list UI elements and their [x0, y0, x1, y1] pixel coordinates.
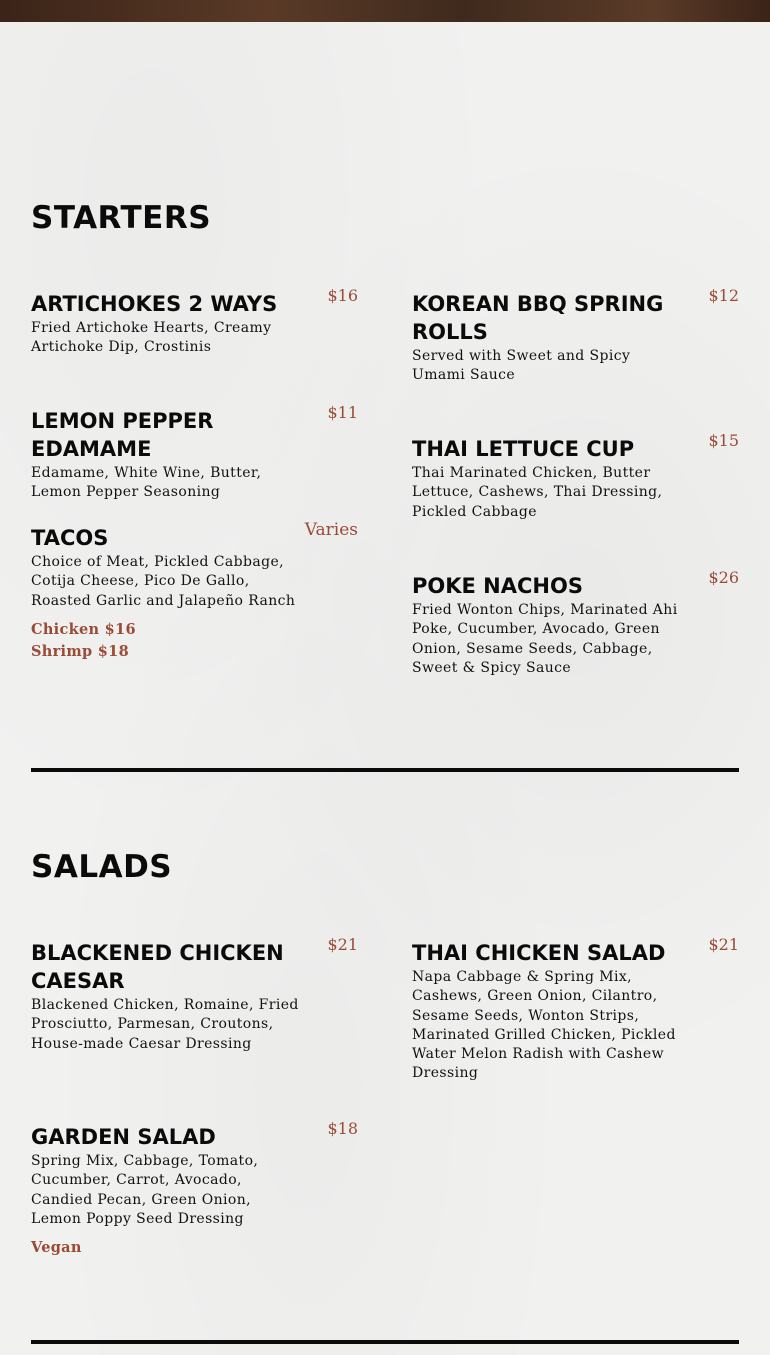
menu-item-korean-bbq-spring-rolls [412, 286, 739, 386]
price-option: Shrimp $18 [31, 642, 129, 660]
menu-item-poke-nachos [412, 568, 739, 678]
menu-item-lemon-pepper-edamame [31, 403, 358, 503]
item-description: Edamame, White Wine, Butter, Lemon Pepper Seasoning [31, 465, 262, 501]
item-price: $21 [327, 935, 358, 954]
item-description: Thai Marinated Chicken, Butter Lettuce, Cashews, Thai Dressing, Pickled Cabbage [412, 465, 663, 520]
item-name: ARTICHOKES 2 WAYS [31, 292, 278, 316]
item-name: LEMON PEPPER EDAMAME [31, 409, 214, 461]
item-description: Choice of Meat, Pickled Cabbage, Cotija Cheese, Pico De Gallo, Roasted Garlic and Jalapeño Ranch [31, 554, 296, 609]
item-name: TACOS [31, 526, 109, 550]
item-price: $26 [708, 568, 739, 587]
item-price: $15 [708, 431, 739, 450]
item-price: $12 [708, 286, 739, 305]
section-title-salads: SALADS [31, 849, 173, 885]
menu-item-artichokes [31, 286, 358, 358]
item-name: THAI CHICKEN SALAD [412, 941, 666, 965]
item-description: Napa Cabbage & Spring Mix, Cashews, Green Onion, Cilantro, Sesame Seeds, Wonton Strips, Marinated Grilled Chicken, Pickled Water Melon Radish with Cashew Dressing [412, 969, 676, 1082]
section-title-starters: STARTERS [31, 200, 212, 236]
price-option: Chicken $16 [31, 620, 136, 638]
item-description: Spring Mix, Cabbage, Tomato, Cucumber, Carrot, Avocado, Candied Pecan, Green Onion, Lemon Poppy Seed Dressing [31, 1153, 259, 1227]
item-name: KOREAN BBQ SPRING ROLLS [412, 292, 664, 344]
item-name: BLACKENED CHICKEN CAESAR [31, 941, 284, 993]
dietary-tag: Vegan [31, 1239, 82, 1257]
dietary-notes [31, 1237, 358, 1259]
menu-item-tacos [31, 520, 358, 663]
item-price: $11 [327, 403, 358, 422]
item-description: Served with Sweet and Spicy Umami Sauce [412, 348, 631, 384]
menu-item-thai-chicken-salad [412, 935, 739, 1084]
price-options [31, 619, 358, 663]
item-name: THAI LETTUCE CUP [412, 437, 635, 461]
section-divider [31, 768, 739, 772]
item-name: POKE NACHOS [412, 574, 583, 598]
item-description: Fried Wonton Chips, Marinated Ahi Poke, Cucumber, Avocado, Green Onion, Sesame Seeds, Cabbage, Sweet & Spicy Sauce [412, 602, 678, 676]
item-description: Blackened Chicken, Romaine, Fried Prosciutto, Parmesan, Croutons, House-made Caesar Dressing [31, 997, 299, 1052]
item-name: GARDEN SALAD [31, 1125, 216, 1149]
item-price: $18 [327, 1119, 358, 1138]
item-description: Fried Artichoke Hearts, Creamy Artichoke Dip, Crostinis [31, 320, 272, 356]
item-price: $16 [327, 286, 358, 305]
item-price: Varies [304, 520, 358, 540]
menu-item-blackened-chicken-caesar [31, 935, 358, 1054]
header-banner-strip [0, 0, 770, 22]
menu-item-thai-lettuce-cup [412, 431, 739, 522]
item-price: $21 [708, 935, 739, 954]
menu-item-garden-salad [31, 1119, 358, 1259]
section-divider [31, 1340, 739, 1344]
